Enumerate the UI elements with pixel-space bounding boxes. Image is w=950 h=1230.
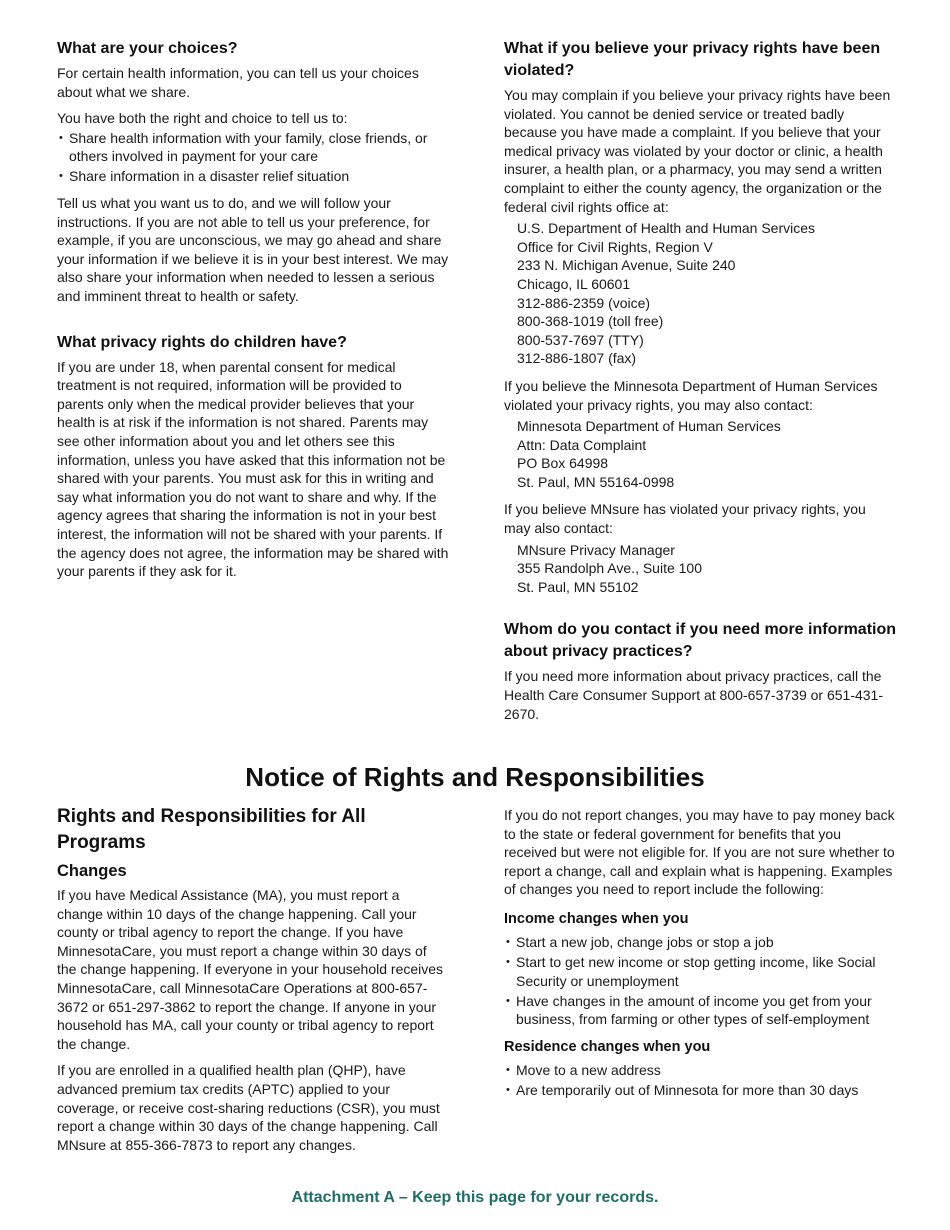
mnsure-address [504, 541, 896, 597]
address-line: 233 N. Michigan Avenue, Suite 240 [517, 257, 736, 274]
violated-text: You may complain if you believe your privacy rights have been violated. You cannot be denied service or treated badly because you have made a complaint. If you believe that your medical privacy was violated by your doctor or clinic, a health insurer, a health plan, or a pharmacy, you may send a written complaint to either the county agency, the organization or the federal civil rights office at: [504, 87, 891, 215]
violated-heading: What if you believe your privacy rights have been violated? [504, 40, 881, 79]
income-heading: Income changes when you [504, 910, 689, 927]
changes-section [57, 804, 449, 1162]
contact-heading: Whom do you contact if you need more information about privacy practices? [504, 621, 897, 661]
list-item: • Have changes in the amount of income you get from your business, from farming or other types of self-employment [504, 992, 896, 1029]
page-title: Notice of Rights and Responsibilities [245, 762, 705, 792]
address-line: 355 Randolph Ave., Suite 100 [517, 560, 703, 577]
choices-heading: What are your choices? [57, 40, 238, 57]
phone-tty: 800-537-7697 (TTY) [517, 331, 644, 348]
residence-list [504, 1061, 896, 1100]
list-item: • Move to a new address [504, 1061, 896, 1080]
footer-note: Attachment A – Keep this page for your records. [291, 1189, 659, 1206]
address-line: U.S. Department of Health and Human Services [517, 220, 816, 237]
choices-intro: For certain health information, you can tell us your choices about what we share. [57, 65, 419, 100]
children-text: If you are under 18, when parental consent for medical treatment is not required, information will be provided to parents only when the medical provider believes that your health is at risk if the information is not shared. Parents may see other information about you and let others see this information, unless you have asked that this information not be shared with your parents. You must ask for this in writing and say what information you do not want to share and why. If the agency agrees that sharing the information is not in your best interest, the information will not be shared with your parents. If the agency does not agree, the information may be shared with your parents if they ask for it. [57, 358, 449, 580]
address-line: Office for Civil Rights, Region V [517, 238, 713, 255]
violated-section [504, 38, 896, 731]
list-item: • Start to get new income or stop getting income, like Social Security or unemployment [504, 953, 896, 990]
choices-list [57, 129, 449, 186]
address-line: St. Paul, MN 55164-0998 [517, 473, 675, 490]
phone-toll-free: 800-368-1019 (toll free) [517, 313, 664, 330]
report-changes-section [504, 806, 896, 1108]
address-line: PO Box 64998 [517, 455, 609, 472]
address-line: MNsure Privacy Manager [517, 541, 675, 558]
contact-text: If you need more information about privacy practices, call the Health Care Consumer Support at 800-657-3739 or 651-431-2670. [504, 668, 884, 722]
children-heading: What privacy rights do children have? [57, 333, 347, 351]
dhs-address [504, 417, 896, 491]
changes-qhp-text: If you are enrolled in a qualified health plan (QHP), have advanced premium tax credits (APTC) applied to your coverage, or receive cost-sharing reductions (CSR), you must report a change within 30 days of the change happening. Call MNsure at 855-366-7873 to report any changes. [57, 1062, 440, 1153]
list-item: • Share information in a disaster relief situation [57, 167, 449, 186]
phone-voice: 312-886-2359 (voice) [517, 294, 651, 311]
list-item: • Are temporarily out of Minnesota for more than 30 days [504, 1081, 896, 1100]
choices-instructions: Tell us what you want us to do, and we will follow your instructions. If you are not able to tell us your preference, for example, if you are unconscious, we may go ahead and share your information if we believe it is in your best interest. We may also share your information when needed to lessen a serious and imminent threat to health or safety. [57, 195, 449, 305]
income-list [504, 933, 896, 1029]
changes-heading: Changes [57, 862, 127, 880]
changes-ma-text: If you have Medical Assistance (MA), you must report a change within 10 days of the change happening. Call your county or tribal agency to report the change. If you have MinnesotaCare, you must report a change within 30 days of the change happening. If everyone in your household receives MinnesotaCare, call MinnesotaCare Operations at 800-657-3672 or 651-297-3862 to report the change. If anyone in your household has MA, call your county or tribal agency to report the change. [57, 887, 444, 1052]
address-line: Minnesota Department of Human Services [517, 418, 781, 435]
list-item: • Share health information with your family, close friends, or others involved in payment for your care [57, 129, 449, 166]
choices-section [57, 38, 449, 589]
report-intro: If you do not report changes, you may have to pay money back to the state or federal government for benefits that you received but were not eligible for. If you are not sure whether to report a change, call and explain what is happening. Examples of changes you need to report include the following: [504, 807, 895, 898]
dhs-text: If you believe the Minnesota Department of Human Services violated your privacy rights, you may also contact: [504, 377, 878, 413]
residence-heading: Residence changes when you [504, 1038, 711, 1055]
list-item: • Start a new job, change jobs or stop a job [504, 933, 896, 952]
address-line: St. Paul, MN 55102 [517, 578, 639, 595]
mnsure-text: If you believe MNsure has violated your privacy rights, you may also contact: [504, 501, 866, 537]
hhs-address [504, 219, 896, 368]
section-heading: Rights and Responsibilities for All Programs [57, 806, 366, 853]
address-line: Attn: Data Complaint [517, 436, 647, 453]
choices-right-text: You have both the right and choice to tell us to: [57, 110, 348, 127]
address-line: Chicago, IL 60601 [517, 275, 631, 292]
fax-number: 312-886-1807 (fax) [517, 350, 637, 367]
